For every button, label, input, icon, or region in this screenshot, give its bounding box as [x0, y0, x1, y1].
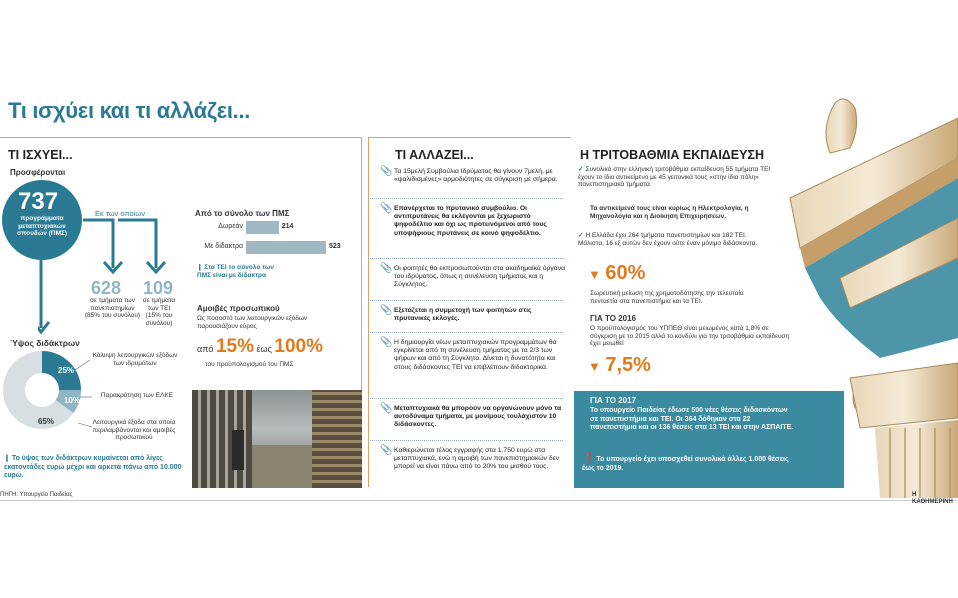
left-header: ΤΙ ΙΣΧΥΕΙ...: [8, 148, 73, 162]
down-arrow-icon: ▼: [588, 267, 601, 282]
total-desc: προγράμματα μεταπτυχιακών σπουδών (ΠΜΣ): [16, 215, 68, 237]
change-item-2: [380, 203, 566, 238]
commit-text: Το υπουργείο έχει υποσχεθεί συνολικά άλλες 1.000 θέσεις έως το 2019.: [582, 456, 789, 472]
separator: [368, 300, 563, 301]
change-text-6: Μεταπτυχιακά θα μπορούν να οργανώνουν μόνο τα αυτοδύναμα τμήματα, με μονίμους τουλάχιστον 10 διδάσκοντες.: [394, 405, 562, 429]
big2: [588, 354, 651, 377]
y2016-desc: Ο προϋπολογισμός του ΥΠΠΕΘ είναι μειωμένος κατά 1,8% σε σύγκριση με το 2015 αλλά το κονδύλι για την τριτοβάθμια εκπαίδευση έχει μειωθεί: [590, 325, 790, 347]
tei-number: 109: [143, 278, 174, 298]
paperclip-icon: 📎: [380, 445, 393, 456]
tuition-pct-2: 10%: [64, 396, 81, 405]
separator: [368, 258, 563, 259]
pms-header: Από το σύνολο των ΠΜΣ: [195, 209, 290, 218]
paperclip-icon: 📎: [380, 203, 393, 214]
tuition-header: Ύψος διδάκτρων: [10, 338, 80, 348]
ionic-column-illustration: [780, 98, 958, 498]
staff-header: Αμοιβές προσωπικού: [197, 304, 280, 313]
page-title: Τι ισχύει και τι αλλάζει...: [8, 98, 251, 123]
right-p1: [578, 166, 778, 189]
tei-desc-text: σε τμήματα των ΤΕΙ: [142, 297, 176, 312]
paperclip-icon: 📎: [380, 263, 393, 274]
info-icon: ❗: [582, 453, 595, 464]
y2017-desc: Το υπουργείο Παιδείας έδωσε 500 νέες θέσεις διδασκόντων σε πανεπιστήμια και ΤΕΙ. Οι 364 δόθηκαν στα 22 πανεπιστήμια και οι 136 θέσεις στα 13 ΤΕΙ και στην ΑΣΠΑΙΤΕ.: [590, 407, 794, 431]
tuition-note: [4, 455, 184, 481]
univ-desc-text: σε τμήματα των πανεπιστημίων: [90, 297, 135, 312]
right-p1-text: Συνολικά στην ελληνική τριτοβάθμια εκπαίδευση 55 τμήματα ΤΕΙ έχουν το ίδιο αντικείμενο με 45 γειτονικά τους «στην ίδια πόλη» πανεπιστημιακά τμήματα.: [578, 166, 771, 188]
staff-range: [197, 336, 323, 358]
staff-desc: Ως ποσοστό των λειτουργικών εξόδων παρουσιάζουν εύρος: [197, 315, 308, 330]
change-item-7: [380, 445, 566, 472]
down-arrow-icon: ▼: [588, 359, 601, 374]
of-which: Εκ των οποίων: [95, 209, 145, 218]
staff-foot: του προϋπολογισμού του ΠΜΣ: [205, 361, 294, 368]
check-icon: ✓: [578, 166, 584, 173]
tuition-label-2: Παρακράτηση των ΕΛΚΕ: [100, 392, 174, 399]
tuition-leaders: [70, 355, 100, 435]
bar-value-fee: 523: [329, 243, 341, 250]
check-icon: ✓: [578, 232, 584, 239]
y2017: ΓΙΑ ΤΟ 2017: [590, 396, 637, 405]
tuition-label-3: Λειτουργικά έξοδα στα οποία περιλαμβάνονται και αμοιβές προσωπικού: [92, 419, 176, 441]
tuition-label-1: Κάλυψη λειτουργικών εξόδων των ιδρυμάτων: [92, 352, 178, 367]
tuition-pct-1: 25%: [58, 366, 75, 375]
paperclip-icon: 📎: [380, 166, 393, 177]
staff-high: 100%: [274, 336, 323, 357]
change-text-2: Επανέρχεται το πρυτανικό συμβούλιο. Οι αντιπρυτάνεις θα εκλέγονται με ξεχωριστό ψηφοδέλτιο και όχι ως προτεινόμενοι από τους υποψήφιους πρυτάνεις σε κοινό ψηφοδέλτιο.: [394, 205, 547, 237]
univ-pct: (85% του συνόλου): [84, 312, 141, 319]
offered-label: Προσφέρονται: [10, 168, 66, 177]
tuition-note-icon: ❙: [4, 455, 12, 462]
bar-free: [246, 221, 279, 234]
change-item-5: [380, 337, 566, 372]
right-header: Η ΤΡΙΤΟΒΑΘΜΙΑ ΕΚΠΑΙΔΕΥΣΗ: [580, 148, 764, 162]
change-item-1: [380, 166, 566, 184]
pms-note-text: Στα ΤΕΙ το σύνολο των ΠΜΣ είναι με δίδακτρα: [197, 264, 274, 279]
separator: [368, 332, 563, 333]
change-text-1: Τα 15μελή Συμβούλια Ιδρύματος θα γίνουν 7μελή, με «ψαλιδισμένες» αρμοδιότητες σε σύγκριση με σήμερα.: [394, 168, 558, 184]
commit-note: [582, 455, 802, 473]
separator: [368, 440, 563, 441]
library-photo: [192, 390, 362, 488]
paperclip-icon: 📎: [380, 337, 393, 348]
tei-desc: [138, 297, 180, 327]
source: ΠΗΓΗ: Υπουργείο Παιδείας: [0, 492, 73, 498]
bar-label-fee: Με δίδακτρα: [204, 243, 243, 250]
change-item-4: [380, 305, 566, 323]
change-text-4: Εξετάζεται η συμμετοχή των φοιτητών στις πρυτανικές εκλογές.: [394, 307, 532, 323]
tuition-note-text: Το ύψος των διδάκτρων κυμαίνεται από λίγες εκατοντάδες ευρώ μέχρι και αρκετά πάνω από 10.000 ευρώ.: [4, 455, 182, 479]
bar-fee: [246, 241, 326, 254]
pms-note: [197, 264, 279, 279]
footer-rule: [0, 500, 958, 501]
univ-desc: [80, 297, 145, 320]
staff-low: 15%: [215, 336, 254, 357]
big1: [588, 262, 645, 285]
big2-value: 7,5%: [605, 354, 651, 376]
change-text-7: Καθιερώνεται τέλος εγγραφής στα 1.750 ευρώ στα μεταπτυχιακά, ενώ η αμοιβή των πανεπιστημιακών δεν μπορεί να είναι πάνω από το 20% του μισθού τους.: [394, 447, 560, 471]
tei-pct: (15% του συνόλου): [145, 312, 173, 327]
staff-from: από: [197, 344, 214, 354]
y2016: ΓΙΑ ΤΟ 2016: [590, 314, 637, 323]
total-number: 737: [18, 188, 59, 215]
right-p3: [578, 232, 773, 247]
univ-number: 628: [91, 278, 122, 298]
big1-value: 60%: [605, 262, 646, 284]
change-text-5: Η δημιουργία νέων μεταπτυχιακών προγραμμάτων θα εγκρίνεται από τη συνέλευση τμήματος με τα 2/3 των ψήφων και από τη Σύγκλητο. Δίνεται η δυνατότητα και στους διδάσκοντες ΤΕΙ να επιβλέπουν διδακτορικά.: [394, 339, 557, 371]
change-item-6: [380, 403, 566, 430]
bar-value-free: 214: [281, 223, 294, 230]
right-p3-text: Η Ελλάδα έχει 264 τμήματα πανεπιστημίων και 182 ΤΕΙ. Μάλιστα, 16 εξ αυτών δεν έχουν ούτε έναν μόνιμο διδάσκοντα.: [578, 232, 758, 247]
credit: Η ΚΑΘΗΜΕΡΙΝΗ: [912, 492, 953, 505]
right-p2: Τα αντικείμενά τους είναι κυρίως η Ηλεκτρολογία, η Μηχανολογία και η Διοίκηση Επιχειρήσεων.: [590, 205, 749, 220]
bar-label-free: Δωρεάν: [218, 223, 243, 230]
big1-desc: Σωρευτική μείωση της χρηματοδότησης την τελευταία πενταετία στα πανεπιστήμια και τα ΤΕΙ.: [590, 290, 744, 305]
tuition-pct-3: 65%: [38, 417, 55, 426]
pms-note-icon: ❙: [197, 264, 205, 271]
paperclip-icon: 📎: [380, 305, 393, 316]
change-text-3: Οι φοιτητές θα εκπροσωπούνται στα ακαδημαϊκά όργανα του ιδρύματος, όπως η συνέλευση τμήματος και η Σύγκλητος.: [394, 265, 566, 289]
separator: [368, 198, 563, 199]
paperclip-icon: 📎: [380, 403, 393, 414]
change-item-3: [380, 263, 566, 290]
staff-to: έως: [256, 344, 272, 354]
separator: [368, 398, 563, 399]
middle-header: ΤΙ ΑΛΛΑΖΕΙ...: [395, 148, 474, 162]
